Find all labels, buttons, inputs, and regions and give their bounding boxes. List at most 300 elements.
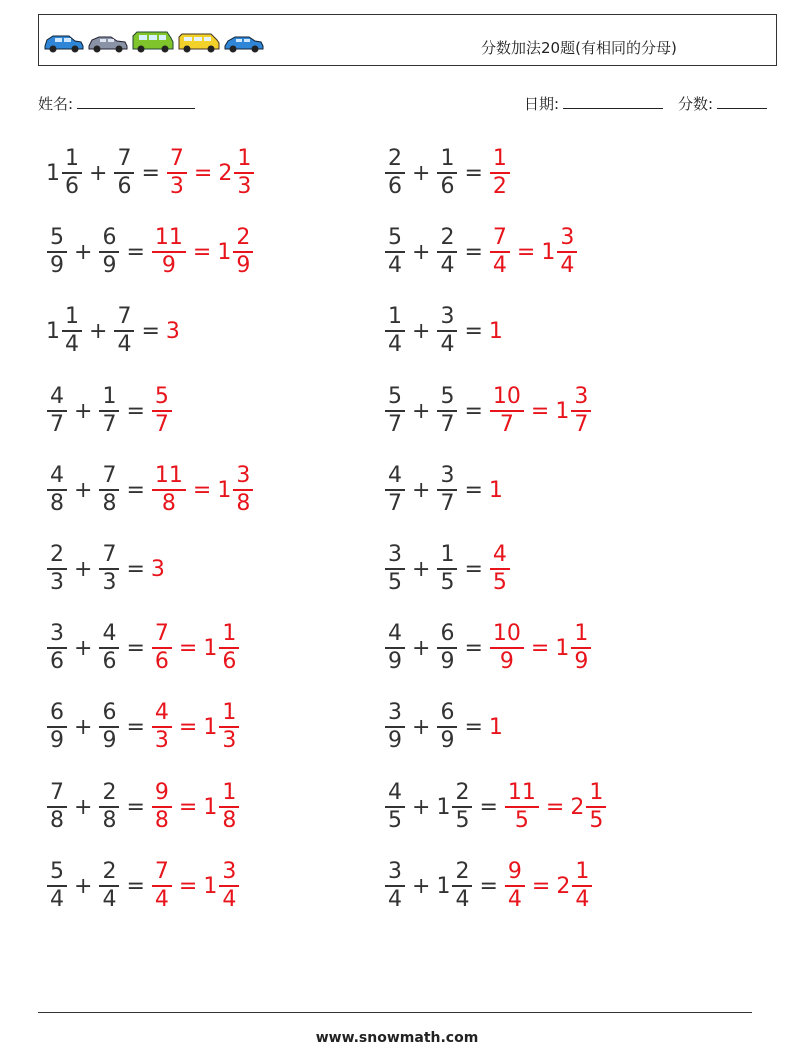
equals-sign: = [464, 160, 483, 186]
answer-mixed-numerator: 1 [222, 621, 237, 646]
answer-improper-denominator: 9 [152, 251, 186, 277]
answer [489, 715, 504, 740]
addend-a-fraction [62, 148, 82, 198]
addend-a-denominator: 4 [47, 885, 67, 911]
car-icon-3 [225, 37, 263, 53]
addend-b-numerator: 6 [440, 700, 455, 725]
addend-b-fraction [99, 861, 119, 911]
addend-a-fraction [385, 148, 405, 198]
plus-sign: + [74, 714, 93, 740]
equals-sign: = [126, 239, 145, 265]
addend-b-denominator: 6 [114, 172, 134, 198]
score-field[interactable] [678, 93, 767, 114]
addend-b-numerator: 7 [117, 146, 132, 171]
addend-a-whole: 1 [46, 160, 60, 186]
plus-sign: + [89, 318, 108, 344]
addend-b-fraction [99, 544, 119, 594]
car-icon-1 [45, 36, 83, 53]
addend-a-fraction [47, 386, 67, 436]
addend-b-fraction [437, 227, 457, 277]
addend-a-fraction [385, 465, 405, 515]
answer-improper-whole: 1 [488, 318, 503, 344]
problem-item [46, 618, 240, 678]
equals-sign: = [479, 873, 498, 899]
addend-b-denominator: 3 [99, 568, 119, 594]
addend-b-fraction [99, 227, 119, 277]
answer-mixed-numerator: 1 [222, 700, 237, 725]
answer-improper-numerator: 10 [492, 384, 521, 409]
answer-improper-denominator: 9 [490, 647, 524, 673]
addend-b-denominator: 7 [437, 489, 457, 515]
addend-b-fraction [437, 702, 457, 752]
problem-item [384, 618, 592, 678]
answer-improper-denominator: 2 [490, 172, 510, 198]
equals-sign: = [464, 318, 483, 344]
answer [166, 148, 255, 198]
answer-mixed-whole: 1 [203, 873, 218, 899]
addend-a-denominator: 5 [385, 568, 405, 594]
addend-b-whole: 1 [436, 873, 451, 899]
addend-b-fraction [452, 782, 472, 832]
equals-sign: = [479, 794, 498, 820]
addend-a-fraction [385, 227, 405, 277]
answer-mixed-numerator: 1 [575, 859, 590, 884]
answer-improper-fraction [490, 386, 524, 436]
addend-a-denominator: 6 [62, 172, 82, 198]
answer-improper-fraction [152, 465, 186, 515]
answer [489, 148, 511, 198]
plus-sign: + [412, 714, 431, 740]
answer [504, 782, 607, 832]
plus-sign: + [74, 794, 93, 820]
answer [489, 386, 592, 436]
answer-equals-sign: = [530, 635, 550, 661]
addend-a-denominator: 8 [47, 806, 67, 832]
answer-improper-numerator: 7 [154, 859, 169, 884]
problem-item [46, 856, 240, 916]
answer-improper-denominator: 5 [490, 568, 510, 594]
addend-a-fraction [47, 227, 67, 277]
addend-a-numerator: 3 [388, 859, 402, 884]
addend-b-fraction [437, 148, 457, 198]
equals-sign: = [464, 239, 483, 265]
answer-mixed-whole: 1 [541, 239, 556, 265]
answer-mixed-denominator: 7 [571, 410, 591, 436]
addend-a-numerator: 3 [388, 542, 402, 567]
answer-equals-sign: = [545, 794, 565, 820]
answer-equals-sign: = [178, 714, 198, 740]
answer-mixed-numerator: 1 [237, 146, 252, 171]
addend-a-numerator: 2 [388, 146, 402, 171]
addend-b-denominator: 8 [99, 489, 119, 515]
equals-sign: = [464, 714, 483, 740]
answer [151, 861, 240, 911]
problem-item [384, 539, 511, 599]
answer-improper-numerator: 7 [492, 225, 507, 250]
equals-sign: = [126, 556, 145, 582]
answer-mixed-fraction [571, 623, 591, 673]
problem-item [384, 460, 504, 520]
addend-a-numerator: 4 [388, 621, 402, 646]
answer-mixed-denominator: 4 [219, 885, 239, 911]
answer-improper-numerator: 9 [507, 859, 522, 884]
answer-improper-fraction [152, 623, 172, 673]
answer-improper-fraction [490, 227, 510, 277]
problem-item [384, 301, 504, 361]
answer-mixed-fraction [219, 702, 239, 752]
answer-equals-sign: = [530, 398, 550, 424]
name-field[interactable] [38, 93, 195, 114]
addend-b-fraction [114, 148, 134, 198]
problem-item [46, 143, 255, 203]
addend-a-fraction [47, 623, 67, 673]
answer-improper-denominator: 4 [505, 885, 525, 911]
addend-b-numerator: 1 [440, 542, 455, 567]
addend-a-fraction [62, 306, 82, 356]
name-label: 姓名: [38, 95, 74, 113]
answer-improper-numerator: 11 [154, 463, 183, 488]
answer-mixed-fraction [219, 623, 239, 673]
addend-b-fraction [437, 544, 457, 594]
addend-a-numerator: 1 [388, 304, 402, 329]
addend-a-numerator: 7 [50, 780, 64, 805]
answer-improper-denominator: 8 [152, 489, 186, 515]
addend-b-fraction [99, 386, 119, 436]
answer-mixed-numerator: 3 [236, 463, 251, 488]
addend-a-denominator: 9 [47, 251, 67, 277]
addend-b-numerator: 2 [455, 780, 470, 805]
addend-b-numerator: 4 [102, 621, 117, 646]
addend-b-fraction [114, 306, 134, 356]
footer-url: www.snowmath.com [315, 1030, 479, 1046]
addend-a-denominator: 9 [47, 726, 67, 752]
answer-improper-denominator: 3 [167, 172, 187, 198]
problem-item [384, 143, 511, 203]
answer-improper-numerator: 7 [169, 146, 184, 171]
plus-sign: + [412, 239, 431, 265]
addend-a-numerator: 1 [65, 146, 79, 171]
answer-mixed-numerator: 1 [589, 780, 604, 805]
addend-a-numerator: 5 [388, 384, 402, 409]
answer-mixed-denominator: 8 [219, 806, 239, 832]
answer-improper-fraction [152, 386, 172, 436]
addend-b-numerator: 3 [440, 304, 455, 329]
addend-b-denominator: 4 [99, 885, 119, 911]
plus-sign: + [74, 873, 93, 899]
addend-a-denominator: 8 [47, 489, 67, 515]
answer-improper-numerator: 7 [154, 621, 169, 646]
addend-b-numerator: 2 [102, 859, 117, 884]
addend-a-denominator: 4 [385, 330, 405, 356]
date-blank[interactable] [563, 94, 663, 109]
addend-b-denominator: 4 [114, 330, 134, 356]
answer-equals-sign: = [178, 794, 198, 820]
answer-improper-fraction [490, 544, 510, 594]
answer-mixed-fraction [219, 782, 239, 832]
van-icon-2 [179, 34, 219, 53]
addend-a-numerator: 5 [388, 225, 402, 250]
addend-a-numerator: 5 [50, 859, 64, 884]
addend-b-fraction [437, 306, 457, 356]
car-icon-2 [89, 37, 127, 53]
addend-a-denominator: 4 [385, 251, 405, 277]
addend-a-fraction [385, 782, 405, 832]
answer-improper-fraction [490, 148, 510, 198]
addend-b-denominator: 4 [452, 885, 472, 911]
score-blank[interactable] [717, 94, 767, 109]
answer-mixed-denominator: 9 [233, 251, 253, 277]
answer-equals-sign: = [516, 239, 536, 265]
equals-sign: = [464, 556, 483, 582]
answer-mixed-denominator: 4 [572, 885, 592, 911]
answer-improper-fraction [152, 782, 172, 832]
plus-sign: + [412, 318, 431, 344]
plus-sign: + [412, 873, 431, 899]
problem-item [46, 222, 254, 282]
addend-b-numerator: 7 [102, 542, 117, 567]
score-label: 分数: [678, 95, 714, 113]
addend-b-denominator: 9 [99, 251, 119, 277]
addend-b-fraction [437, 465, 457, 515]
plus-sign: + [412, 635, 431, 661]
answer [489, 478, 504, 503]
answer-equals-sign: = [178, 873, 198, 899]
answer [489, 544, 511, 594]
addend-b-denominator: 6 [99, 647, 119, 673]
problem-item [384, 222, 578, 282]
answer-improper-numerator: 9 [154, 780, 169, 805]
addend-a-numerator: 4 [388, 463, 402, 488]
answer-mixed-fraction [557, 227, 577, 277]
addend-b-fraction [437, 623, 457, 673]
answer-mixed-denominator: 9 [571, 647, 591, 673]
addend-a-fraction [385, 544, 405, 594]
addend-b-fraction [99, 623, 119, 673]
answer-improper-fraction [505, 782, 539, 832]
addend-a-denominator: 5 [385, 806, 405, 832]
plus-sign: + [74, 398, 93, 424]
addend-a-numerator: 6 [50, 700, 64, 725]
answer-improper-fraction [152, 861, 172, 911]
addend-a-fraction [47, 861, 67, 911]
answer [151, 623, 240, 673]
addend-b-fraction [437, 386, 457, 436]
answer-mixed-denominator: 8 [233, 489, 253, 515]
answer-mixed-fraction [233, 227, 253, 277]
footer-divider [38, 1012, 752, 1013]
plus-sign: + [412, 398, 431, 424]
equals-sign: = [126, 398, 145, 424]
addend-a-denominator: 6 [385, 172, 405, 198]
equals-sign: = [126, 635, 145, 661]
answer-improper-numerator: 4 [154, 700, 169, 725]
equals-sign: = [464, 477, 483, 503]
header-box [38, 14, 777, 66]
answer-improper-numerator: 4 [492, 542, 507, 567]
answer-mixed-numerator: 1 [574, 621, 589, 646]
answer-improper-denominator: 5 [505, 806, 539, 832]
answer-mixed-whole: 1 [203, 714, 218, 740]
answer-mixed-fraction [586, 782, 606, 832]
plus-sign: + [74, 635, 93, 661]
addend-b-denominator: 9 [437, 726, 457, 752]
addend-a-numerator: 4 [50, 384, 64, 409]
answer-mixed-whole: 1 [203, 794, 218, 820]
addend-a-denominator: 6 [47, 647, 67, 673]
answer-mixed-fraction [219, 861, 239, 911]
answer-mixed-fraction [234, 148, 254, 198]
addend-b-denominator: 8 [99, 806, 119, 832]
problem-item [384, 381, 592, 441]
answer-mixed-numerator: 3 [222, 859, 237, 884]
addend-a-numerator: 1 [65, 304, 79, 329]
addend-b-numerator: 2 [102, 780, 117, 805]
answer [489, 227, 578, 277]
addend-b-fraction [99, 465, 119, 515]
addend-b-numerator: 1 [440, 146, 455, 171]
answer-improper-denominator: 4 [152, 885, 172, 911]
addend-b-numerator: 3 [440, 463, 455, 488]
addend-a-fraction [47, 544, 67, 594]
date-field[interactable] [524, 93, 663, 114]
van-icon-1 [133, 32, 173, 53]
answer-improper-denominator: 8 [152, 806, 172, 832]
addend-a-numerator: 5 [50, 225, 64, 250]
answer-mixed-whole: 2 [570, 794, 585, 820]
addend-a-numerator: 2 [50, 542, 64, 567]
addend-a-numerator: 4 [388, 780, 402, 805]
addend-a-fraction [385, 386, 405, 436]
answer-mixed-whole: 2 [218, 160, 233, 186]
answer-improper-fraction [505, 861, 525, 911]
answer-improper-numerator: 10 [492, 621, 521, 646]
answer [151, 386, 173, 436]
cars-illustration [43, 30, 267, 54]
answer-mixed-denominator: 3 [219, 726, 239, 752]
plus-sign: + [412, 160, 431, 186]
answer-mixed-fraction [572, 861, 592, 911]
addend-b-whole: 1 [436, 794, 451, 820]
problem-item [46, 777, 240, 837]
answer-improper-numerator: 11 [154, 225, 183, 250]
equals-sign: = [464, 635, 483, 661]
answer-mixed-numerator: 2 [236, 225, 251, 250]
answer [151, 557, 166, 582]
addend-a-numerator: 4 [50, 463, 64, 488]
answer [489, 623, 592, 673]
answer [166, 319, 181, 344]
addend-a-denominator: 4 [385, 885, 405, 911]
problem-item [46, 697, 240, 757]
addend-b-denominator: 5 [452, 806, 472, 832]
addend-b-fraction [452, 861, 472, 911]
addend-b-numerator: 2 [440, 225, 455, 250]
plus-sign: + [74, 477, 93, 503]
addend-a-denominator: 7 [385, 410, 405, 436]
problem-item [384, 777, 607, 837]
addend-b-fraction [99, 702, 119, 752]
addend-a-denominator: 7 [385, 489, 405, 515]
answer [151, 702, 240, 752]
equals-sign: = [126, 477, 145, 503]
addend-a-denominator: 3 [47, 568, 67, 594]
addend-a-whole: 1 [46, 318, 60, 344]
answer-mixed-whole: 1 [217, 477, 232, 503]
addend-a-denominator: 9 [385, 726, 405, 752]
answer-mixed-whole: 2 [556, 873, 571, 899]
addend-b-denominator: 9 [437, 647, 457, 673]
answer [151, 465, 254, 515]
addend-b-numerator: 6 [102, 225, 117, 250]
equals-sign: = [464, 398, 483, 424]
plus-sign: + [74, 239, 93, 265]
addend-b-numerator: 6 [440, 621, 455, 646]
plus-sign: + [412, 477, 431, 503]
answer-improper-denominator: 7 [490, 410, 524, 436]
addend-b-denominator: 5 [437, 568, 457, 594]
addend-b-denominator: 7 [437, 410, 457, 436]
problem-item [384, 856, 593, 916]
problem-item [46, 539, 166, 599]
answer-improper-whole: 3 [150, 556, 165, 582]
name-blank[interactable] [77, 94, 195, 109]
addend-a-fraction [385, 306, 405, 356]
answer [151, 782, 240, 832]
answer-improper-fraction [490, 623, 524, 673]
addend-b-denominator: 4 [437, 251, 457, 277]
answer-improper-fraction [167, 148, 187, 198]
problem-item [384, 697, 504, 757]
answer-improper-fraction [152, 227, 186, 277]
addend-a-denominator: 4 [62, 330, 82, 356]
answer-equals-sign: = [178, 635, 198, 661]
addend-b-numerator: 6 [102, 700, 117, 725]
addend-b-fraction [99, 782, 119, 832]
addend-a-fraction [47, 465, 67, 515]
addend-a-fraction [47, 782, 67, 832]
addend-b-numerator: 7 [102, 463, 117, 488]
answer-improper-whole: 3 [165, 318, 180, 344]
answer-equals-sign: = [531, 873, 551, 899]
equals-sign: = [126, 714, 145, 740]
answer-mixed-whole: 1 [217, 239, 232, 265]
addend-b-numerator: 2 [455, 859, 470, 884]
addend-a-fraction [385, 623, 405, 673]
addend-b-denominator: 9 [99, 726, 119, 752]
equals-sign: = [141, 318, 160, 344]
answer-improper-denominator: 4 [490, 251, 510, 277]
addend-b-numerator: 1 [102, 384, 117, 409]
equals-sign: = [126, 873, 145, 899]
equals-sign: = [141, 160, 160, 186]
answer-equals-sign: = [192, 239, 212, 265]
answer-mixed-numerator: 1 [222, 780, 237, 805]
answer-mixed-denominator: 3 [234, 172, 254, 198]
addend-a-numerator: 3 [388, 700, 402, 725]
addend-b-denominator: 6 [437, 172, 457, 198]
addend-a-fraction [385, 702, 405, 752]
answer-mixed-whole: 1 [555, 398, 570, 424]
answer-mixed-fraction [571, 386, 591, 436]
answer-improper-numerator: 5 [154, 384, 169, 409]
answer-mixed-whole: 1 [203, 635, 218, 661]
worksheet-title: 分数加法20题(有相同的分母) [481, 39, 677, 57]
addend-a-numerator: 3 [50, 621, 64, 646]
date-label: 日期: [524, 95, 560, 113]
equals-sign: = [126, 794, 145, 820]
problem-item [46, 301, 181, 361]
answer [504, 861, 593, 911]
